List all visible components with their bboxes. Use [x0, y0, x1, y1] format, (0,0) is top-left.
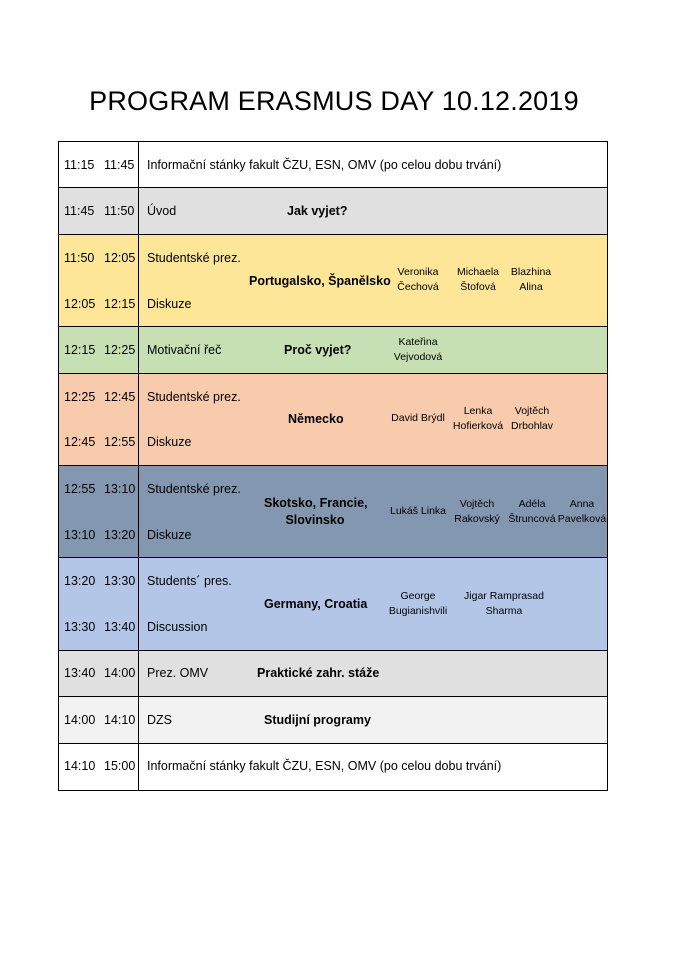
topic: Praktické zahr. stáže [257, 666, 380, 680]
end-time: 14:10 [104, 713, 136, 727]
schedule-row-2 [59, 235, 607, 327]
start-time-2: 13:10 [64, 528, 96, 542]
activity: Úvod [147, 204, 177, 218]
presenter: Veronika Čechová [397, 266, 439, 293]
activity-2: Diskuze [147, 297, 192, 311]
start-time-2: 12:05 [64, 297, 96, 311]
topic: Proč vyjet? [284, 343, 352, 357]
end-time: 12:25 [104, 343, 136, 357]
start-time: 14:10 [64, 759, 96, 773]
activity: Studentské prez. [147, 390, 241, 404]
end-time: 13:30 [104, 574, 136, 588]
time-cell [59, 558, 139, 650]
activity-2: Diskuze [147, 528, 192, 542]
schedule-table [58, 141, 608, 791]
activity: Studentské prez. [147, 482, 241, 496]
activity: Informační stánky fakult ČZU, ESN, OMV (po celou dobu trvání) [147, 759, 502, 773]
end-time: 15:00 [104, 759, 136, 773]
start-time: 13:40 [64, 666, 96, 680]
end-time-2: 12:15 [104, 297, 136, 311]
presenter: Blazhina Alina [510, 266, 552, 293]
activity-2: Discussion [147, 620, 208, 634]
presenter: Kateřina Vejvodová [393, 336, 443, 363]
start-time: 11:45 [64, 204, 95, 218]
presenter: Jigar Ramprasad Sharma [464, 590, 544, 617]
topic: Německo [288, 412, 344, 426]
topic: Studijní programy [264, 713, 371, 727]
schedule-row-1 [59, 188, 607, 235]
start-time: 11:50 [64, 251, 95, 265]
schedule-row-4 [59, 374, 607, 466]
end-time-2: 12:55 [104, 435, 136, 449]
start-time: 13:20 [64, 574, 96, 588]
end-time-2: 13:20 [104, 528, 136, 542]
presenter: Michaela Štofová [456, 266, 500, 293]
time-cell [59, 374, 139, 465]
end-time: 12:05 [104, 251, 136, 265]
start-time: 11:15 [64, 158, 95, 172]
start-time-2: 13:30 [64, 620, 96, 634]
end-time: 13:10 [104, 482, 136, 496]
presenter: Lenka Hofierková [452, 405, 504, 432]
page-title: PROGRAM ERASMUS DAY 10.12.2019 [89, 86, 579, 116]
time-cell [59, 235, 139, 326]
presenter: Lukáš Linka [389, 505, 447, 517]
activity-2: Diskuze [147, 435, 192, 449]
start-time: 12:25 [64, 390, 96, 404]
start-time: 14:00 [64, 713, 96, 727]
start-time: 12:15 [64, 343, 96, 357]
schedule-row-8 [59, 697, 607, 744]
activity: Studentské prez. [147, 251, 241, 265]
start-time-2: 12:45 [64, 435, 96, 449]
activity: Students´ pres. [147, 574, 232, 588]
schedule-row-0 [59, 142, 607, 188]
schedule-row-5 [59, 466, 607, 558]
topic: Portugalsko, Španělsko [249, 274, 391, 288]
activity: DZS [147, 713, 172, 727]
end-time: 11:45 [104, 158, 135, 172]
schedule-row-3 [59, 327, 607, 374]
presenter: David Brýdl [391, 412, 445, 424]
schedule-row-6 [59, 558, 607, 651]
schedule-row-7 [59, 651, 607, 697]
activity: Prez. OMV [147, 666, 209, 680]
end-time: 11:50 [104, 204, 135, 218]
end-time: 14:00 [104, 666, 136, 680]
start-time: 12:55 [64, 482, 96, 496]
activity: Informační stánky fakult ČZU, ESN, OMV (po celou dobu trvání) [147, 158, 502, 172]
presenter: Anna Pavelková [557, 498, 607, 525]
topic: Skotsko, Francie, Slovinsko [264, 496, 368, 527]
presenter: Vojtěch Rakovský [454, 498, 500, 525]
presenter: Vojtěch Drbohlav [510, 405, 554, 432]
end-time: 12:45 [104, 390, 136, 404]
presenter: George Bugianishvili [388, 590, 448, 617]
time-cell [59, 466, 139, 557]
activity: Motivační řeč [147, 343, 222, 357]
presenter: Adéla Štruncová [508, 498, 556, 525]
topic: Jak vyjet? [287, 204, 348, 218]
schedule-row-9 [59, 744, 607, 790]
end-time-2: 13:40 [104, 620, 136, 634]
topic: Germany, Croatia [264, 597, 368, 611]
